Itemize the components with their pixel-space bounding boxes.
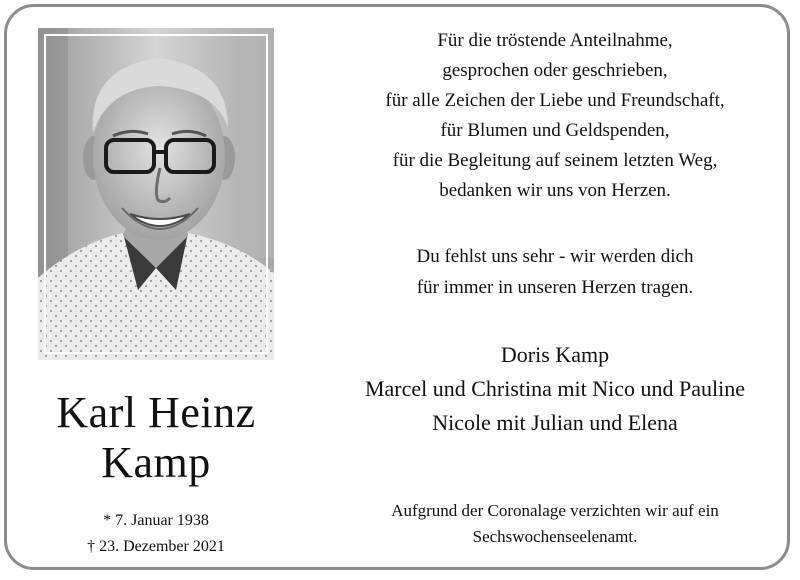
death-date: † 23. Dezember 2021 (87, 538, 225, 555)
life-dates (40, 508, 272, 560)
first-name: Karl Heinz (56, 388, 256, 437)
remembrance-line: für immer in unseren Herzen tragen. (416, 277, 694, 298)
family-line: Nicole mit Julian und Elena (432, 410, 678, 435)
birth-date: * 7. Januar 1938 (103, 512, 209, 529)
remembrance-line: Du fehlst uns sehr - wir werden dich (416, 246, 694, 267)
last-name: Kamp (101, 438, 211, 487)
notice-line: Aufgrund der Coronalage verzichten wir auf ein (391, 501, 719, 520)
notice-line: Sechswochenseelenamt. (472, 527, 638, 546)
family-line: Doris Kamp (500, 342, 610, 367)
corona-notice (320, 498, 790, 550)
thanks-line: für die Begleitung auf seinem letzten Weg, (392, 150, 718, 171)
thanks-line: für alle Zeichen der Liebe und Freundschaft, (385, 90, 725, 111)
portrait-photo (38, 28, 274, 360)
thanks-text (320, 26, 790, 206)
deceased-name (30, 388, 282, 488)
family-line: Marcel und Christina mit Nico und Pauline (364, 376, 746, 401)
thanks-line: gesprochen oder geschrieben, (442, 60, 668, 81)
thanks-line: bedanken wir uns von Herzen. (439, 180, 671, 201)
thanks-line: Für die tröstende Anteilnahme, (437, 30, 673, 51)
remembrance-text (320, 241, 790, 303)
family-names (320, 338, 790, 440)
portrait-image (38, 28, 274, 360)
thanks-line: für Blumen und Geldspenden, (440, 120, 670, 141)
